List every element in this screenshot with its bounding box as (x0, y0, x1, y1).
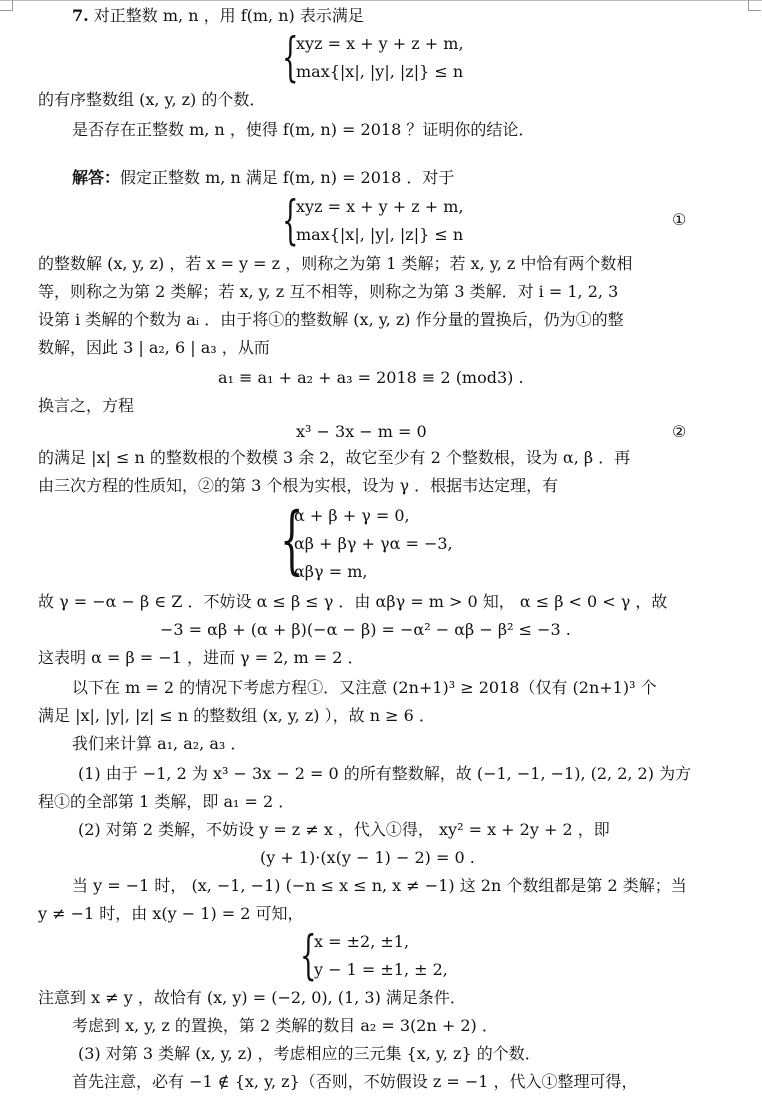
system1-line-2: max{|x|, |y|, |z|} ≤ n (296, 225, 464, 244)
solution-line-24: 考虑到 x, y, z 的置换，第 2 类解的数目 a₂ = 3(2n + 2) ． (72, 1016, 498, 1035)
solution-line-11: 故 γ = −α − β ∈ Z ．不妨设 α ≤ β ≤ γ ．由 αβγ = m > 0 知， α ≤ β < 0 < γ ，故 (38, 592, 668, 611)
solution-line-18: 程①的全部第 1 类解，即 a₁ = 2 ． (38, 792, 295, 811)
solution-line-7: 换言之，方程 (38, 396, 135, 415)
vieta-line-1: α + β + γ = 0, (294, 506, 410, 525)
problem-intro-text: 对正整数 m, n ，用 f(m, n) 表示满足 (93, 6, 364, 25)
solution-line-15: 满足 |x|, |y|, |z| ≤ n 的整数组 (x, y, z) ），故 n ≥ 6 ． (38, 706, 435, 725)
solution-line-2: 的整数解 (x, y, z) ，若 x = y = z ，则称之为第 1 类解；若 x, y, z 中恰有两个数相 (38, 254, 633, 273)
system-line-2: max{|x|, |y|, |z|} ≤ n (296, 62, 464, 81)
solution-line-23: 注意到 x ≠ y ，故恰有 (x, y) = (−2, 0), (1, 3) 满足条件． (38, 988, 466, 1007)
top-border (0, 0, 762, 1)
case-line-2: y − 1 = ±1, ± 2, (314, 960, 448, 979)
crop-mark-right (748, 0, 761, 11)
brace-symbol: { (300, 926, 317, 986)
vieta-line-3: αβγ = m, (294, 562, 368, 581)
problem-question: 是否存在正整数 m, n ，使得 f(m, n) = 2018 ？证明你的结论． (72, 120, 535, 139)
brace-symbol: { (282, 28, 299, 88)
solution-line-19: (2) 对第 2 类解，不妨设 y = z ≠ x ，代入①得， xy² = x + 2y + 2 ，即 (78, 820, 610, 839)
brace-symbol: { (280, 497, 304, 583)
problem-after-system: 的有序整数组 (x, y, z) 的个数． (38, 90, 266, 109)
solution-label: 解答： (72, 168, 121, 187)
case-line-1: x = ±2, ±1, (314, 932, 410, 951)
solution-line-14: 以下在 m = 2 的情况下考虑方程①．又注意 (2n+1)³ ≥ 2018（仅有 (2n+1)³ 个 (72, 678, 657, 697)
solution-line-9: 的满足 |x| ≤ n 的整数根的个数模 3 余 2，故它至少有 2 个整数根，设为 α, β ．再 (38, 448, 631, 467)
solution-line-10: 由三次方程的性质知，②的第 3 个根为实根，设为 γ ．根据韦达定理，有 (38, 476, 559, 495)
system-line-1: xyz = x + y + z + m, (296, 34, 464, 53)
cubic-equation: x³ − 3x − m = 0 (296, 422, 427, 441)
solution-line-22: y ≠ −1 时，由 x(y − 1) = 2 可知， (38, 904, 304, 923)
problem-intro (72, 4, 364, 28)
system1-line-1: xyz = x + y + z + m, (296, 197, 464, 216)
solution-line-17: (1) 由于 −1, 2 为 x³ − 3x − 2 = 0 的所有整数解，故 (−1, −1, −1), (2, 2, 2) 为方 (78, 764, 692, 783)
solution-line-1-text: 假定正整数 m, n 满足 f(m, n) = 2018 ．对于 (120, 168, 455, 187)
solution-line-5: 数解，因此 3 | a₂, 6 | a₃ ，从而 (38, 338, 270, 357)
equation-tag-1: ① (672, 210, 687, 229)
congruence-equation: a₁ ≡ a₁ + a₂ + a₃ = 2018 ≡ 2 (mod3) . (218, 368, 524, 387)
solution-line-25: (3) 对第 3 类解 (x, y, z) ，考虑相应的三元集 {x, y, z} 的个数． (78, 1044, 541, 1063)
problem-number: 7. (72, 6, 89, 25)
brace-symbol: { (282, 191, 299, 251)
solution-line-26: 首先注意，必有 −1 ∉ {x, y, z}（否则，不妨假设 z = −1 ，代入①整理可得， (72, 1072, 638, 1091)
equation-tag-2: ② (672, 422, 687, 441)
solution-line-21: 当 y = −1 时， (x, −1, −1) (−n ≤ x ≤ n, x ≠ −1) 这 2n 个数组都是第 2 类解；当 (72, 876, 687, 895)
vieta-line-2: αβ + βγ + γα = −3, (294, 534, 453, 553)
solution-line-4: 设第 i 类解的个数为 aᵢ ．由于将①的整数解 (x, y, z) 作分量的置换后，仍为①的整 (38, 310, 624, 329)
crop-mark-left (0, 0, 13, 11)
solution-line-3: 等，则称之为第 2 类解；若 x, y, z 互不相等，则称之为第 3 类解．对 i = 1, 2, 3 (38, 282, 619, 301)
factored-equation: (y + 1)·(x(y − 1) − 2) = 0 . (260, 848, 475, 867)
solution-line-1 (72, 166, 454, 190)
solution-line-13: 这表明 α = β = −1 ，进而 γ = 2, m = 2 ． (38, 648, 364, 667)
solution-line-16: 我们来计算 a₁, a₂, a₃ ． (72, 734, 247, 753)
inequality-equation: −3 = αβ + (α + β)(−α − β) = −α² − αβ − β² ≤ −3 . (160, 620, 571, 639)
